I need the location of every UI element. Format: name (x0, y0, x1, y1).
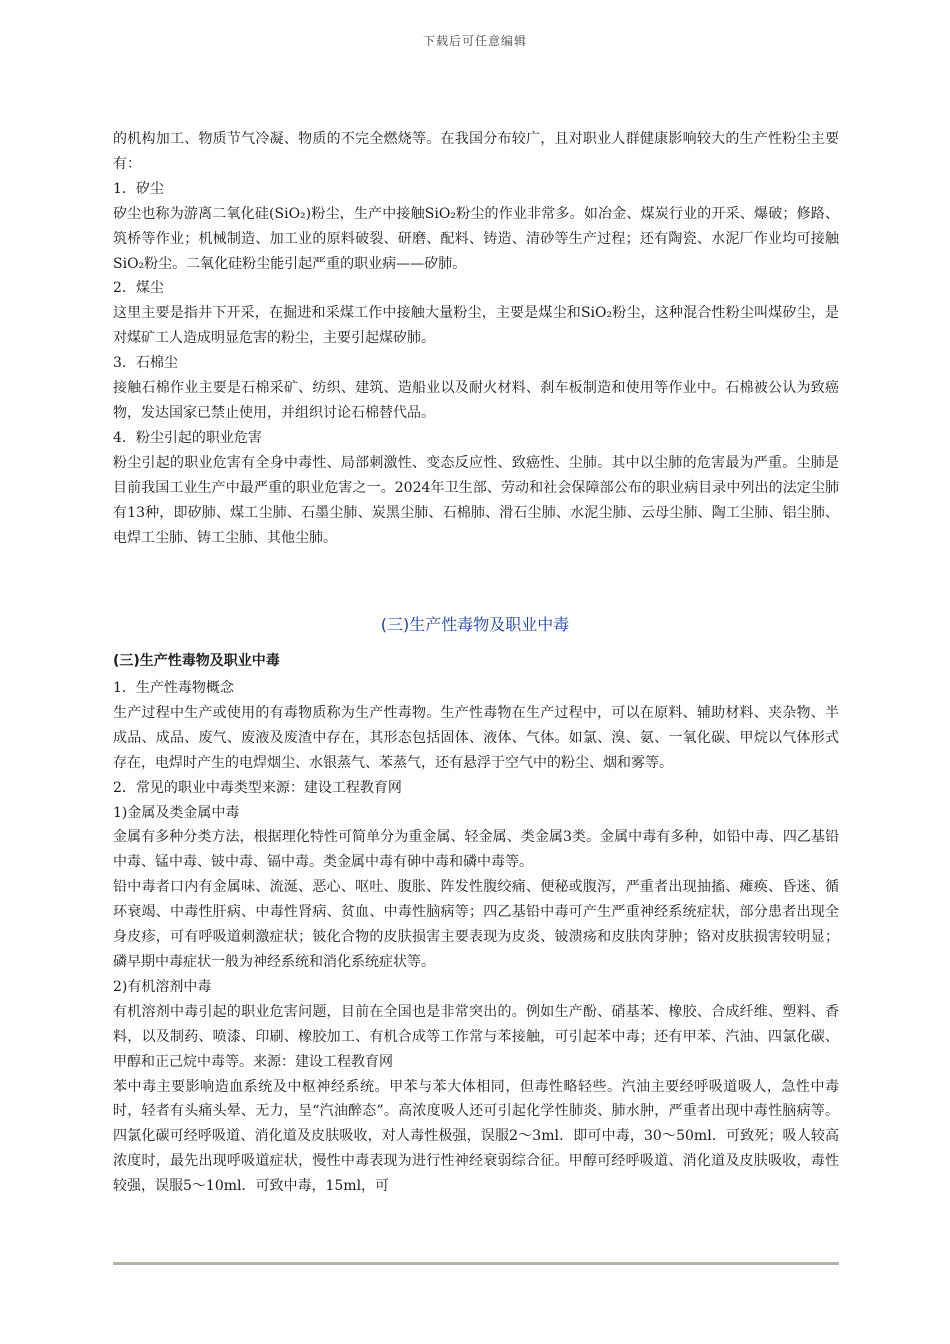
subheading: 1．生产性毒物概念 (113, 680, 234, 696)
subheading: 1．矽尘 (113, 180, 164, 197)
paragraph: 生产过程中生产或使用的有毒物质称为生产性毒物。生产性毒物在生产过程中，可以在原料、辅助材料、夹杂物、半成品、成品、废气、废液及废渣中存在，其形态包括固体、液体、气体。如氯、溴、氨、一氧化碳、甲烷以气体形式存在，电焊时产生的电焊烟尘、水银蒸气、苯蒸气，还有悬浮于空气中的粉尘、烟和雾等。 (113, 704, 839, 771)
footer-divider (113, 1262, 839, 1265)
bold-heading: (三)生产性毒物及职业中毒 (113, 653, 280, 669)
paragraph: 的机构加工、物质节气冷凝、物质的不完全燃烧等。在我国分布较广，且对职业人群健康影响较大的生产性粉尘主要有： (113, 131, 839, 172)
paragraph: 金属有多种分类方法，根据理化特性可简单分为重金属、轻金属、类金属3类。金属中毒有多种，如铅中毒、四乙基铅中毒、锰中毒、铍中毒、镉中毒。类金属中毒有砷中毒和磷中毒等。 (113, 829, 839, 871)
subheading: 3．石棉尘 (113, 355, 178, 372)
paragraph: 有机溶剂中毒引起的职业危害问题，目前在全国也是非常突出的。例如生产酚、硝基苯、橡胶、合成纤维、塑料、香料，以及制药、喷漆、印刷、橡胶加工、有机合成等工作常与苯接触，可引起苯中毒；还有甲苯、汽油、四氯化碳、甲醇和正己烷中毒等。来源：建设工程教育网 (113, 1003, 839, 1070)
paragraph: 接触石棉作业主要是石棉采矿、纺织、建筑、造船业以及耐火材料、刹车板制造和使用等作业中。石棉被公认为致癌物，发达国家已禁止使用，并组织讨论石棉替代品。 (113, 380, 839, 421)
text-block-dust (113, 127, 839, 550)
subheading: 2．煤尘 (113, 280, 164, 297)
subheading: 2)有机溶剂中毒 (113, 978, 212, 995)
section-heading: (三)生产性毒物及职业中毒 (380, 615, 570, 634)
page-header: 下载后可任意编辑 (422, 34, 527, 48)
subheading: 2．常见的职业中毒类型来源：建设工程教育网 (113, 779, 402, 796)
paragraph: 苯中毒主要影响造血系统及中枢神经系统。甲苯与苯大体相同，但毒性略轻些。汽油主要经呼吸道吸人，急性中毒时，轻者有头痛头晕、无力，呈“汽油醉态”。高浓度吸人还可引起化学性肺炎、肺水肿，严重者出现中毒性脑病等。四氯化碳可经呼吸道、消化道及皮肤吸收，对人毒性极强，误服2～3ml．即可中毒，30～50ml．可致死；吸人较高浓度时，最先出现呼吸道症状，慢性中毒表现为进行性神经衰弱综合征。甲醇可经呼吸道、消化道及皮肤吸收，毒性较强，误服5～10ml．可致中毒，15ml，可 (113, 1078, 839, 1195)
paragraph: 这里主要是指井下开采，在掘进和采煤工作中接触大量粉尘，主要是煤尘和SiO₂粉尘，这种混合性粉尘叫煤矽尘，是对煤矿工人造成明显危害的粉尘，主要引起煤矽肺。 (113, 305, 839, 347)
text-block-toxicants (113, 676, 839, 1199)
subheading: 1)金属及类金属中毒 (113, 804, 240, 821)
paragraph: 矽尘也称为游离二氧化硅(SiO₂)粉尘，生产中接触SiO₂粉尘的作业非常多。如冶金、煤炭行业的开采、爆破；修路、筑桥等作业；机械制造、加工业的原料破裂、研磨、配料、铸造、清砂等生产过程；还有陶瓷、水泥厂作业均可接触SiO₂粉尘。二氧化硅粉尘能引起严重的职业病——矽肺。 (113, 205, 839, 272)
paragraph: 粉尘引起的职业危害有全身中毒性、局部刺激性、变态反应性、致癌性、尘肺。其中以尘肺的危害最为严重。尘肺是目前我国工业生产中最严重的职业危害之一。2024年卫生部、劳动和社会保障部公布的职业病目录中列出的法定尘肺有13种，即矽肺、煤工尘肺、石墨尘肺、炭黑尘肺、石棉肺、滑石尘肺、水泥尘肺、云母尘肺、陶工尘肺、铝尘肺、电焊工尘肺、铸工尘肺、其他尘肺。 (113, 454, 839, 546)
paragraph: 铅中毒者口内有金属味、流涎、恶心、呕吐、腹胀、阵发性腹绞痛、便秘或腹泻，严重者出现抽搐、瘫痪、昏迷、循环衰竭、中毒性肝病、中毒性肾病、贫血、中毒性脑病等；四乙基铅中毒可产生严重神经系统症状，部分患者出现全身皮疹，可有呼吸道刺激症状；铍化合物的皮肤损害主要表现为皮炎、铍溃疡和皮肤肉芽肿；铬对皮肤损害较明显；磷早期中毒症状一般为神经系统和消化系统症状等。 (113, 879, 839, 970)
subheading: 4．粉尘引起的职业危害 (113, 429, 262, 446)
